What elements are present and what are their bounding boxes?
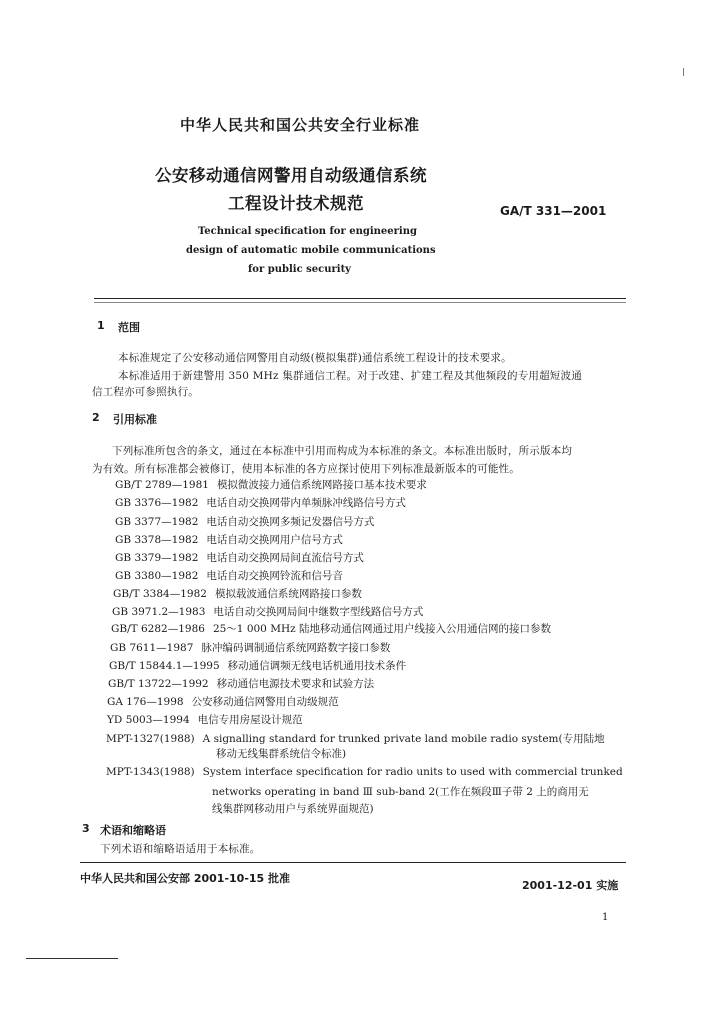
reference-code: GB 3378—1982 xyxy=(115,534,199,546)
reference-title-continuation: 线集群网移动用户与系统界面规范) xyxy=(212,803,374,815)
english-title-line2: design of automatic mobile communications xyxy=(186,245,436,256)
reference-title: A signalling standard for trunked private land mobile radio system(专用陆地 xyxy=(202,733,605,745)
reference-title: 电话自动交换网多频记发器信号方式 xyxy=(206,516,375,528)
reference-item xyxy=(115,550,364,565)
section3-number: 3 xyxy=(82,822,90,835)
reference-title-continuation: networks operating in band Ⅲ sub-band 2(工作在频段Ⅲ子带 2 上的商用无 xyxy=(212,786,589,798)
header-divider-thin xyxy=(94,302,626,303)
reference-title: 电话自动交换网用户信号方式 xyxy=(206,534,343,546)
reference-item xyxy=(110,640,390,655)
reference-item xyxy=(115,477,427,492)
standard-category: 中华人民共和国公共安全行业标准 xyxy=(180,116,421,134)
reference-title: 移动通信调频无线电话机通用技术条件 xyxy=(227,660,407,672)
section1-title: 范围 xyxy=(118,321,140,334)
section2-title: 引用标准 xyxy=(113,413,157,426)
reference-title: 电话自动交换网局间直流信号方式 xyxy=(206,552,364,564)
reference-code: GB/T 15844.1—1995 xyxy=(109,660,220,672)
reference-title: 移动通信电源技术要求和试验方法 xyxy=(216,678,375,690)
reference-item xyxy=(109,658,406,673)
reference-item xyxy=(106,731,605,746)
footer-divider xyxy=(80,862,626,863)
section2-paragraph: 为有效。所有标准都会被修订，使用本标准的各方应探讨使用下列标准最新版本的可能性。 xyxy=(92,463,520,475)
reference-item xyxy=(107,694,339,709)
reference-title: 电话自动交换网局间中继数字型线路信号方式 xyxy=(213,606,424,618)
reference-item xyxy=(107,712,303,727)
section1-paragraph: 信工程亦可参照执行。 xyxy=(92,386,199,398)
scan-mark xyxy=(683,68,684,76)
reference-item xyxy=(108,676,374,691)
reference-item xyxy=(115,568,343,583)
reference-code: GA 176—1998 xyxy=(107,696,184,708)
implementation-date: 2001-12-01 实施 xyxy=(522,879,619,892)
reference-title: 电话自动交换网铃流和信号音 xyxy=(206,570,343,582)
reference-title: 电话自动交换网带内单频脉冲线路信号方式 xyxy=(206,497,406,509)
reference-code: YD 5003—1994 xyxy=(107,714,190,726)
reference-title: 电信专用房屋设计规范 xyxy=(197,714,303,726)
document-title-line1: 公安移动通信网警用自动级通信系统 xyxy=(155,166,427,185)
reference-item xyxy=(113,586,362,601)
reference-item xyxy=(112,604,423,619)
scan-edge-line xyxy=(26,958,118,959)
reference-item xyxy=(111,621,551,636)
header-divider xyxy=(94,298,626,299)
reference-title: System interface specification for radio units to used with commercial trunked xyxy=(202,766,623,778)
section1-paragraph: 本标准规定了公安移动通信网警用自动级(模拟集群)通信系统工程设计的技术要求。 xyxy=(118,352,512,364)
reference-code: MPT-1327(1988) xyxy=(106,733,195,745)
reference-item xyxy=(106,766,623,778)
reference-item xyxy=(115,495,406,510)
document-title-line2: 工程设计技术规范 xyxy=(228,194,364,213)
reference-code: GB/T 6282—1986 xyxy=(111,623,205,635)
page-number: 1 xyxy=(602,912,609,923)
reference-code: GB 3376—1982 xyxy=(115,497,199,509)
reference-code: GB 3377—1982 xyxy=(115,516,199,528)
english-title-line3: for public security xyxy=(248,264,351,275)
reference-code: GB/T 2789—1981 xyxy=(115,479,209,491)
reference-code: GB/T 3384—1982 xyxy=(113,588,207,600)
section2-paragraph: 下列标准所包含的条文，通过在本标准中引用而构成为本标准的条文。本标准出版时，所示版本均 xyxy=(112,445,573,457)
reference-title-continuation: 移动无线集群系统信令标准) xyxy=(216,748,347,760)
standard-code: GA/T 331—2001 xyxy=(500,204,607,218)
reference-code: GB 3379—1982 xyxy=(115,552,199,564)
reference-title: 25～1 000 MHz 陆地移动通信网通过用户线接入公用通信网的接口参数 xyxy=(212,623,551,635)
reference-code: GB 7611—1987 xyxy=(110,642,194,654)
reference-title: 公安移动通信网警用自动级规范 xyxy=(191,696,339,708)
reference-code: MPT-1343(1988) xyxy=(106,766,195,778)
reference-title: 模拟载波通信系统网路接口参数 xyxy=(214,588,362,600)
section3-title: 术语和缩略语 xyxy=(100,824,166,837)
english-title-line1: Technical specification for engineering xyxy=(198,226,417,237)
reference-code: GB/T 13722—1992 xyxy=(108,678,209,690)
reference-item xyxy=(115,532,343,547)
approval-statement: 中华人民共和国公安部 2001-10-15 批准 xyxy=(80,872,291,885)
reference-item xyxy=(115,514,374,529)
section1-number: 1 xyxy=(97,319,105,332)
section2-number: 2 xyxy=(92,411,100,424)
reference-title: 模拟微波接力通信系统网路接口基本技术要求 xyxy=(216,479,427,491)
reference-code: GB 3971.2—1983 xyxy=(112,606,206,618)
section1-paragraph: 本标准适用于新建警用 350 MHz 集群通信工程。对于改建、扩建工程及其他频段的专用超短波通 xyxy=(118,370,582,382)
reference-title: 脉冲编码调制通信系统网路数字接口参数 xyxy=(201,642,391,654)
reference-code: GB 3380—1982 xyxy=(115,570,199,582)
section3-paragraph: 下列术语和缩略语适用于本标准。 xyxy=(100,843,261,855)
